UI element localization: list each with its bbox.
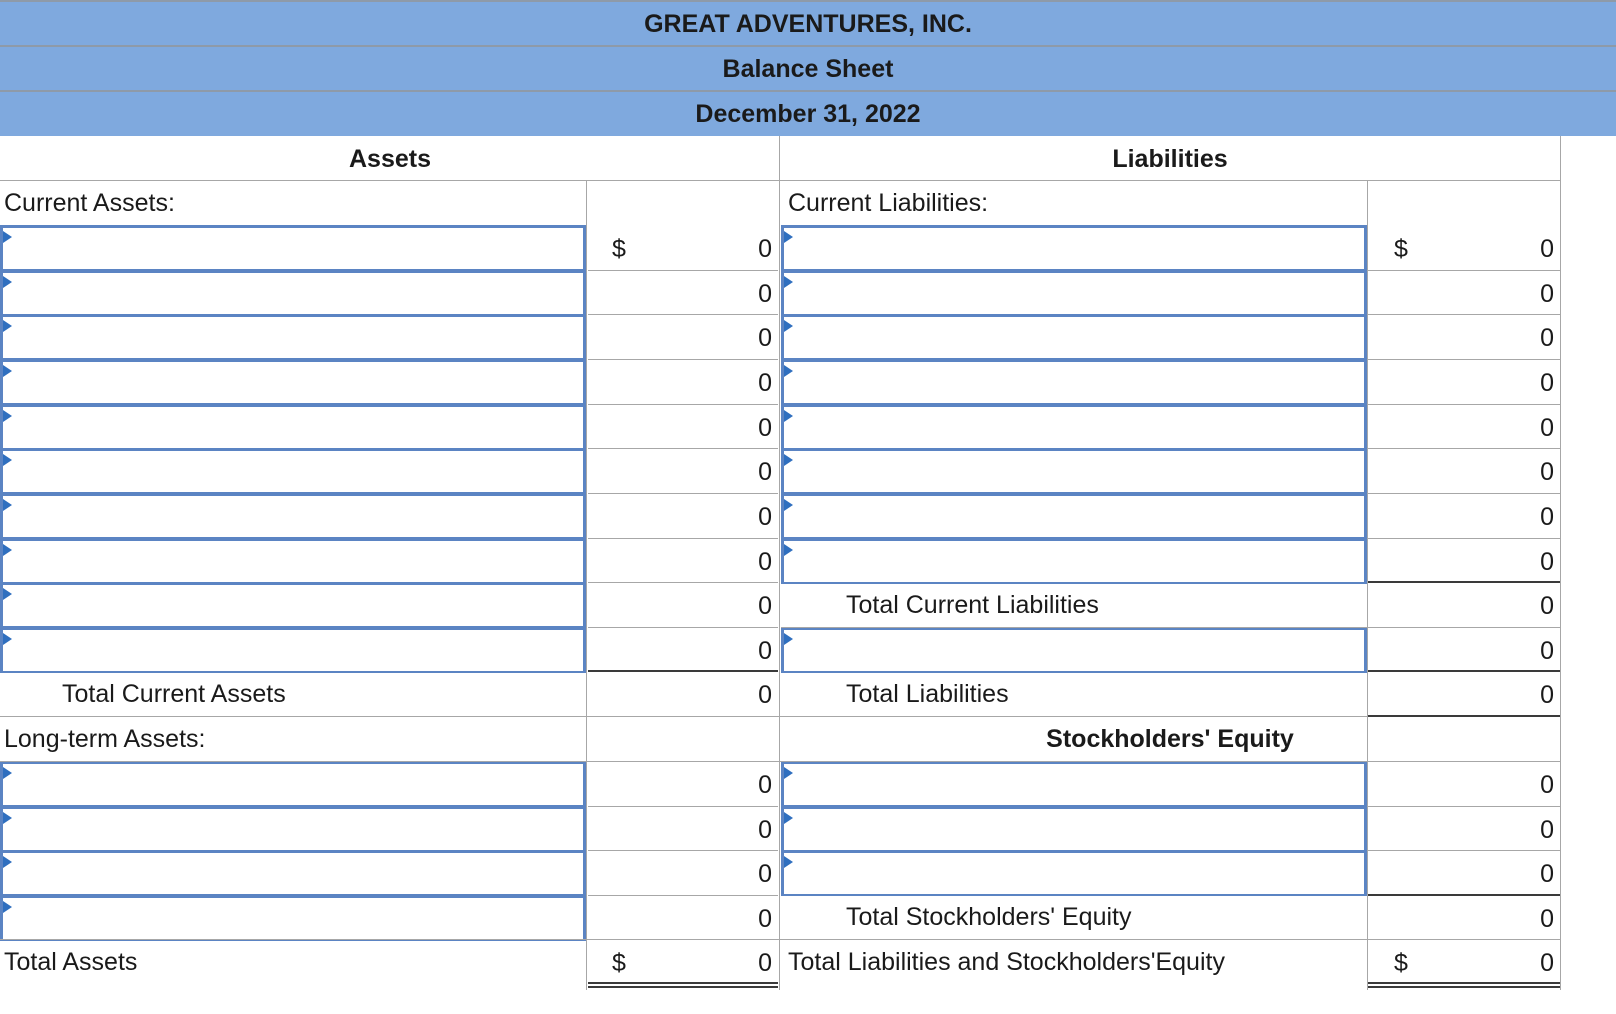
total-liabilities-equity-label: Total Liabilities and Stockholders'Equity xyxy=(788,948,1225,976)
subtotal-rule xyxy=(1368,581,1560,583)
liability-amount: 0 xyxy=(1540,369,1554,397)
dropdown-arrow-icon xyxy=(3,767,12,779)
dropdown-arrow-icon xyxy=(784,454,793,466)
dropdown-arrow-icon xyxy=(784,410,793,422)
subtotal-rule xyxy=(1368,670,1560,672)
liability-amount: 0 xyxy=(1540,503,1554,531)
liabilities-dollar-sign: $ xyxy=(1394,235,1408,263)
asset-amount: 0 xyxy=(758,503,772,531)
equity-name-input[interactable] xyxy=(781,806,1367,852)
dropdown-arrow-icon xyxy=(784,276,793,288)
dropdown-arrow-icon xyxy=(3,633,12,645)
row-divider xyxy=(1368,493,1560,494)
liability-name-input[interactable] xyxy=(781,314,1367,360)
row-divider xyxy=(1368,404,1560,405)
row-divider xyxy=(588,359,778,360)
grand-total-dollar-sign: $ xyxy=(1394,949,1408,977)
liabilities-title: Liabilities xyxy=(1112,145,1228,173)
row-divider xyxy=(0,761,1560,762)
dropdown-arrow-icon xyxy=(3,812,12,824)
longterm-asset-input[interactable] xyxy=(0,895,586,941)
row-divider xyxy=(0,180,1560,181)
liability-amount: 0 xyxy=(1540,414,1554,442)
asset-amount: 0 xyxy=(758,414,772,442)
asset-name-input[interactable] xyxy=(0,225,586,271)
dropdown-arrow-icon xyxy=(3,320,12,332)
longterm-asset-amount: 0 xyxy=(758,905,772,933)
equity-title: Stockholders' Equity xyxy=(1046,725,1294,753)
current-assets-label: Current Assets: xyxy=(4,189,175,217)
asset-name-input[interactable] xyxy=(0,404,586,450)
column-divider xyxy=(779,136,780,990)
asset-name-input[interactable] xyxy=(0,448,586,494)
total-current-liabilities-amount: 0 xyxy=(1540,592,1554,620)
liability-name-input[interactable] xyxy=(781,448,1367,494)
row-divider xyxy=(1368,359,1560,360)
row-divider xyxy=(588,270,778,271)
asset-name-input[interactable] xyxy=(0,270,586,316)
column-divider xyxy=(1367,180,1368,990)
row-divider xyxy=(1368,850,1560,851)
total-assets-dollar-sign: $ xyxy=(612,949,626,977)
asset-name-input[interactable] xyxy=(0,493,586,539)
row-divider xyxy=(1368,538,1560,539)
liability-amount: 0 xyxy=(1540,324,1554,352)
equity-name-input[interactable] xyxy=(781,850,1367,896)
double-rule xyxy=(1368,986,1560,988)
longterm-asset-amount: 0 xyxy=(758,816,772,844)
liability-amount: 0 xyxy=(1540,458,1554,486)
longterm-asset-input[interactable] xyxy=(0,761,586,807)
liability-name-input[interactable] xyxy=(781,538,1367,584)
dropdown-arrow-icon xyxy=(784,544,793,556)
asset-amount: 0 xyxy=(758,458,772,486)
liability-amount: 0 xyxy=(1540,235,1554,263)
total-liabilities-equity-amount: 0 xyxy=(1540,949,1554,977)
row-divider xyxy=(588,404,778,405)
total-liabilities-amount: 0 xyxy=(1540,681,1554,709)
total-equity-label: Total Stockholders' Equity xyxy=(846,903,1132,931)
dropdown-arrow-icon xyxy=(3,276,12,288)
row-divider xyxy=(588,582,778,583)
longterm-asset-input[interactable] xyxy=(0,806,586,852)
assets-title: Assets xyxy=(349,145,431,173)
row-divider xyxy=(1368,270,1560,271)
dropdown-arrow-icon xyxy=(3,588,12,600)
current-liabilities-label: Current Liabilities: xyxy=(788,189,989,217)
longterm-asset-amount: 0 xyxy=(758,771,772,799)
liability-name-input[interactable] xyxy=(781,225,1367,271)
dropdown-arrow-icon xyxy=(784,499,793,511)
total-current-assets-label: Total Current Assets xyxy=(62,680,286,708)
liability-name-input[interactable] xyxy=(781,493,1367,539)
row-divider xyxy=(0,939,1560,940)
longterm-asset-amount: 0 xyxy=(758,860,772,888)
row-divider xyxy=(588,627,778,628)
row-divider xyxy=(588,806,778,807)
equity-amount: 0 xyxy=(1540,816,1554,844)
longterm-asset-input[interactable] xyxy=(0,850,586,896)
dropdown-arrow-icon xyxy=(3,231,12,243)
equity-amount: 0 xyxy=(1540,771,1554,799)
dropdown-arrow-icon xyxy=(3,856,12,868)
asset-amount: 0 xyxy=(758,592,772,620)
asset-amount: 0 xyxy=(758,280,772,308)
liability-amount: 0 xyxy=(1540,548,1554,576)
liability-name-input[interactable] xyxy=(781,359,1367,405)
double-rule xyxy=(588,982,778,984)
assets-dollar-sign: $ xyxy=(612,235,626,263)
row-divider xyxy=(1368,314,1560,315)
column-divider xyxy=(1560,136,1561,990)
dropdown-arrow-icon xyxy=(3,901,12,913)
company-name: GREAT ADVENTURES, INC. xyxy=(0,0,1616,46)
asset-amount: 0 xyxy=(758,637,772,665)
subtotal-rule xyxy=(1368,894,1560,896)
row-divider xyxy=(1368,806,1560,807)
row-divider xyxy=(588,493,778,494)
liability-name-input[interactable] xyxy=(781,627,1367,673)
double-rule xyxy=(1368,982,1560,984)
asset-name-input[interactable] xyxy=(0,314,586,360)
dropdown-arrow-icon xyxy=(784,633,793,645)
row-divider xyxy=(588,538,778,539)
row-divider xyxy=(588,314,778,315)
statement-title: Balance Sheet xyxy=(0,45,1616,91)
asset-amount: 0 xyxy=(758,324,772,352)
subtotal-rule xyxy=(1368,715,1560,717)
dropdown-arrow-icon xyxy=(3,454,12,466)
liability-amount: 0 xyxy=(1540,280,1554,308)
row-divider xyxy=(588,895,778,896)
dropdown-arrow-icon xyxy=(784,320,793,332)
equity-name-input[interactable] xyxy=(781,761,1367,807)
double-rule xyxy=(588,986,778,988)
total-current-liabilities-label: Total Current Liabilities xyxy=(846,591,1099,619)
dropdown-arrow-icon xyxy=(3,544,12,556)
row-divider xyxy=(1368,448,1560,449)
statement-date: December 31, 2022 xyxy=(0,90,1616,136)
dropdown-arrow-icon xyxy=(784,231,793,243)
asset-name-input[interactable] xyxy=(0,627,586,673)
asset-name-input[interactable] xyxy=(0,582,586,628)
liability-name-input[interactable] xyxy=(781,270,1367,316)
dropdown-arrow-icon xyxy=(3,410,12,422)
dropdown-arrow-icon xyxy=(784,767,793,779)
equity-amount: 0 xyxy=(1540,860,1554,888)
asset-amount: 0 xyxy=(758,548,772,576)
total-assets-amount: 0 xyxy=(758,949,772,977)
liability-amount: 0 xyxy=(1540,637,1554,665)
total-current-assets-amount: 0 xyxy=(758,681,772,709)
total-assets-label: Total Assets xyxy=(4,948,138,976)
dropdown-arrow-icon xyxy=(784,856,793,868)
row-divider xyxy=(781,627,1560,628)
asset-amount: 0 xyxy=(758,235,772,263)
longterm-assets-label: Long-term Assets: xyxy=(4,725,206,753)
asset-name-input[interactable] xyxy=(0,538,586,584)
dropdown-arrow-icon xyxy=(3,365,12,377)
total-liabilities-label: Total Liabilities xyxy=(846,680,1009,708)
row-divider xyxy=(588,850,778,851)
column-divider xyxy=(586,180,587,990)
asset-name-input[interactable] xyxy=(0,359,586,405)
liability-name-input[interactable] xyxy=(781,404,1367,450)
total-equity-amount: 0 xyxy=(1540,905,1554,933)
asset-amount: 0 xyxy=(758,369,772,397)
dropdown-arrow-icon xyxy=(784,812,793,824)
dropdown-arrow-icon xyxy=(3,499,12,511)
dropdown-arrow-icon xyxy=(784,365,793,377)
subtotal-rule xyxy=(588,670,778,672)
row-divider xyxy=(588,448,778,449)
row-divider xyxy=(0,716,1560,717)
